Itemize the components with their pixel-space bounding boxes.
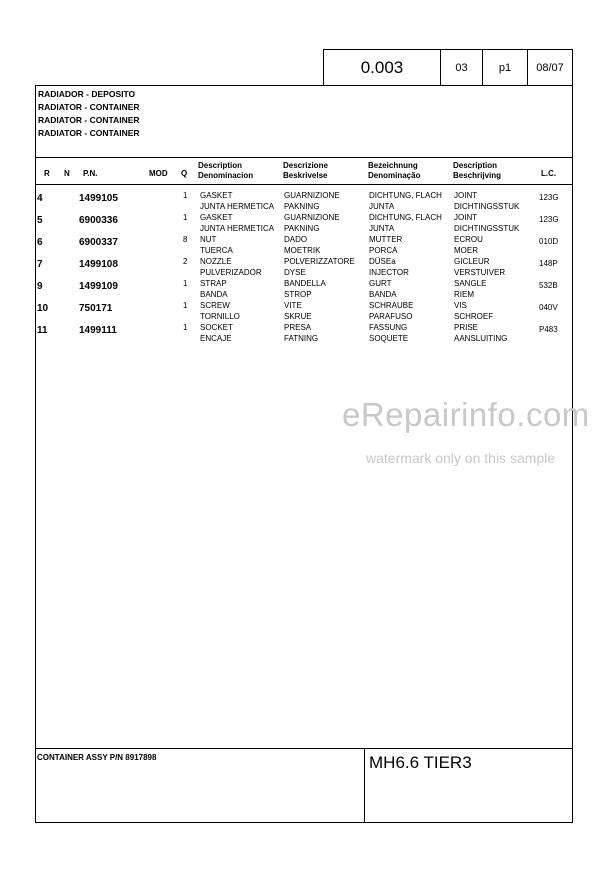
row-desc-nl: VERSTUIVER xyxy=(454,268,506,277)
footer-assy-box xyxy=(35,748,365,823)
row-lc: 010D xyxy=(539,237,559,246)
watermark-note: watermark only on this sample xyxy=(366,450,556,466)
row-desc-no: MOETRIK xyxy=(284,246,321,255)
row-part-number: 6900337 xyxy=(79,237,118,248)
title-box xyxy=(35,85,573,158)
row-desc-es: JUNTA HERMETICA xyxy=(200,224,275,233)
title-line-en: RADIATOR - CONTAINER xyxy=(38,102,140,112)
row-desc-pt: JUNTA xyxy=(369,224,395,233)
col-desc4-line2: Beschrijving xyxy=(453,171,502,180)
row-desc-no: SKRUE xyxy=(284,312,312,321)
col-lc: L.C. xyxy=(541,169,557,178)
row-desc-de: GURT xyxy=(369,279,392,288)
row-desc-fr: GICLEUR xyxy=(454,257,490,266)
row-desc-it: PRESA xyxy=(284,323,312,332)
row-desc-fr: JOINT xyxy=(454,191,478,200)
col-desc2-line2: Beskrivelse xyxy=(283,171,328,180)
row-desc-es: PULVERIZADOR xyxy=(200,268,262,277)
row-desc-pt: SOQUETE xyxy=(369,334,409,343)
row-desc-de: SCHRAUBE xyxy=(369,301,414,310)
row-part-number: 6900336 xyxy=(79,215,118,226)
doc-date: 08/07 xyxy=(536,62,564,74)
parts-table xyxy=(35,157,590,749)
row-desc-no: PAKNING xyxy=(284,202,320,211)
table-row xyxy=(36,191,572,213)
row-desc-pt: PORCA xyxy=(369,246,398,255)
header-divider xyxy=(35,184,573,185)
row-desc-es: TORNILLO xyxy=(200,312,240,321)
row-desc-pt: JUNTA xyxy=(369,202,395,211)
row-qty: 1 xyxy=(183,213,188,222)
row-desc-it: BANDELLA xyxy=(284,279,326,288)
title-line-en-3: RADIATOR - CONTAINER xyxy=(38,128,140,138)
row-desc-en: SOCKET xyxy=(200,323,233,332)
row-desc-en: STRAP xyxy=(200,279,227,288)
page-number: p1 xyxy=(498,62,512,74)
row-desc-no: PAKNING xyxy=(284,224,320,233)
row-lc: P483 xyxy=(539,325,558,334)
row-desc-de: FASSUNG xyxy=(369,323,408,332)
row-desc-fr: VIS xyxy=(454,301,467,310)
table-row xyxy=(36,301,572,323)
title-line-es: RADIADOR - DEPOSITO xyxy=(38,89,136,99)
row-qty: 1 xyxy=(183,191,188,200)
row-part-number: 1499108 xyxy=(79,259,118,270)
row-desc-it: DADO xyxy=(284,235,308,244)
row-desc-nl: AANSLUITING xyxy=(454,334,508,343)
row-ref: 4 xyxy=(37,193,43,204)
row-desc-nl: SCHROEF xyxy=(454,312,494,321)
row-desc-fr: SANGLE xyxy=(454,279,487,288)
row-desc-es: TUERCA xyxy=(200,246,233,255)
row-ref: 5 xyxy=(37,215,43,226)
table-row xyxy=(36,279,572,301)
col-desc4-line1: Description xyxy=(453,161,498,170)
row-part-number: 1499111 xyxy=(79,325,117,336)
col-desc1-line2: Denominacion xyxy=(198,171,254,180)
row-desc-nl: MOER xyxy=(454,246,478,255)
col-desc2-line1: Descrizione xyxy=(283,161,328,170)
col-r: R xyxy=(44,169,50,178)
row-desc-no: DYSE xyxy=(284,268,306,277)
row-ref: 7 xyxy=(37,259,43,270)
row-desc-es: JUNTA HERMETICA xyxy=(200,202,275,211)
section-cell xyxy=(440,49,483,86)
row-desc-it: VITE xyxy=(284,301,302,310)
row-desc-fr: ECROU xyxy=(454,235,483,244)
row-desc-es: ENCAJE xyxy=(200,334,232,343)
row-desc-fr: JOINT xyxy=(454,213,478,222)
row-desc-no: STROP xyxy=(284,290,312,299)
row-desc-de: MUTTER xyxy=(369,235,403,244)
row-part-number: 1499109 xyxy=(79,281,118,292)
watermark-brand: eRepairinfo.com xyxy=(342,396,590,433)
row-lc: 040V xyxy=(539,303,558,312)
doc-code: 0.003 xyxy=(360,58,404,77)
col-desc3-line2: Denominação xyxy=(368,171,421,180)
table-row xyxy=(36,257,572,279)
section-number: 03 xyxy=(455,62,468,74)
title-line-en-2: RADIATOR - CONTAINER xyxy=(38,115,140,125)
row-ref: 9 xyxy=(37,281,43,292)
table-row xyxy=(36,213,572,235)
page-cell xyxy=(482,49,528,86)
row-desc-nl: DICHTINGSSTUK xyxy=(454,224,520,233)
row-qty: 8 xyxy=(183,235,188,244)
row-desc-nl: DICHTINGSSTUK xyxy=(454,202,520,211)
row-desc-en: NUT xyxy=(200,235,217,244)
row-desc-it: GUARNIZIONE xyxy=(284,213,340,222)
row-lc: 532B xyxy=(539,281,558,290)
row-desc-en: GASKET xyxy=(200,213,233,222)
machine-model: MH6.6 TIER3 xyxy=(369,753,472,772)
row-desc-pt: PARAFUSO xyxy=(369,312,413,321)
col-q: Q xyxy=(181,169,188,178)
row-lc: 123G xyxy=(539,215,559,224)
row-desc-en: GASKET xyxy=(200,191,233,200)
row-desc-de: DICHTUNG, FLACH xyxy=(369,191,442,200)
row-desc-pt: INJECTOR xyxy=(369,268,409,277)
footer-model-box xyxy=(364,748,573,823)
row-qty: 1 xyxy=(183,279,188,288)
col-desc1-line1: Description xyxy=(198,161,243,170)
doc-code-cell xyxy=(323,49,441,86)
row-ref: 6 xyxy=(37,237,43,248)
row-desc-en: NOZZLE xyxy=(200,257,232,266)
row-desc-pt: BANDA xyxy=(369,290,397,299)
row-desc-it: POLVERIZZATORE xyxy=(284,257,355,266)
col-mod: MOD xyxy=(149,169,168,178)
row-desc-no: FATNING xyxy=(284,334,319,343)
row-desc-it: GUARNIZIONE xyxy=(284,191,340,200)
table-row xyxy=(36,235,572,257)
row-lc: 148P xyxy=(539,259,558,268)
row-desc-es: BANDA xyxy=(200,290,228,299)
row-qty: 1 xyxy=(183,323,188,332)
row-qty: 1 xyxy=(183,301,188,310)
row-part-number: 1499105 xyxy=(79,193,118,204)
row-desc-nl: RIEM xyxy=(454,290,474,299)
row-desc-de: DICHTUNG, FLACH xyxy=(369,213,442,222)
row-ref: 10 xyxy=(37,303,49,314)
row-desc-de: DÜSEa xyxy=(369,257,396,266)
row-part-number: 750171 xyxy=(79,303,113,314)
date-cell xyxy=(527,49,573,86)
col-n: N xyxy=(64,169,70,178)
table-row xyxy=(36,323,572,345)
row-ref: 11 xyxy=(37,325,48,336)
col-pn: P.N. xyxy=(83,169,98,178)
col-desc3-line1: Bezeichnung xyxy=(368,161,418,170)
row-desc-en: SCREW xyxy=(200,301,230,310)
assembly-number: CONTAINER ASSY P/N 8917898 xyxy=(37,753,157,762)
row-lc: 123G xyxy=(539,193,559,202)
row-desc-fr: PRISE xyxy=(454,323,479,332)
row-qty: 2 xyxy=(183,257,188,266)
